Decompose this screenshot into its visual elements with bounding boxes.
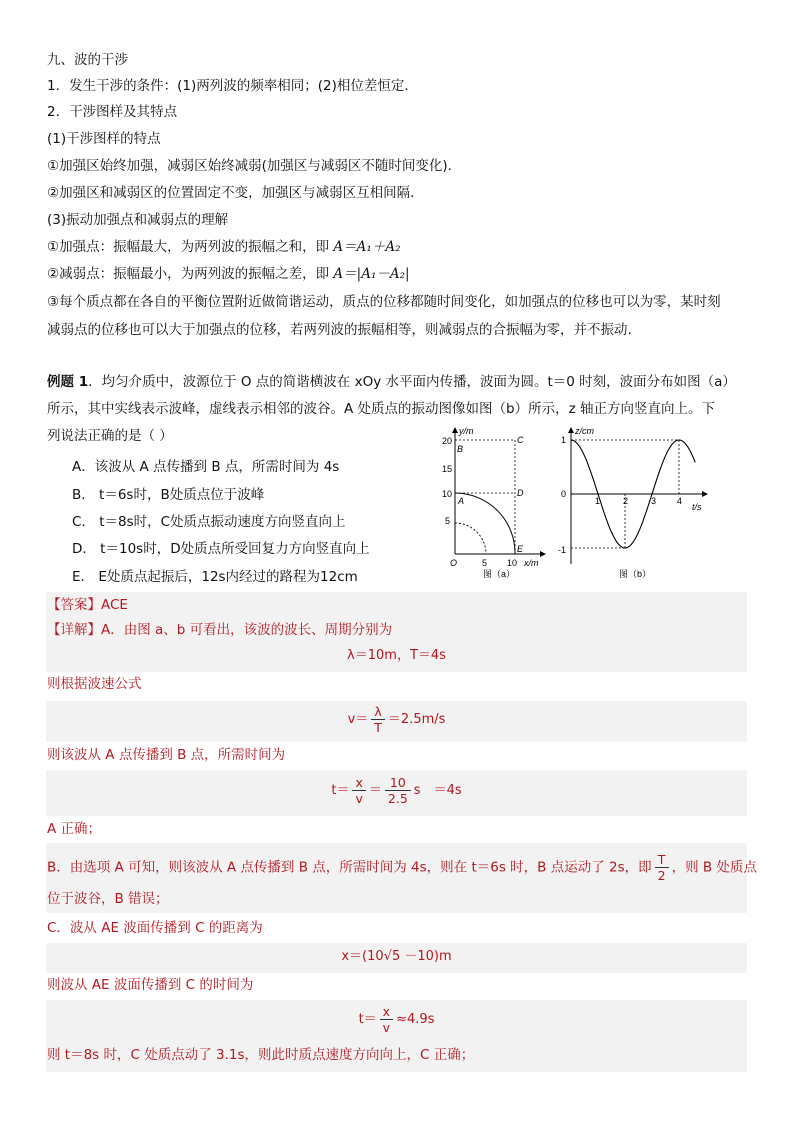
t-tick-label: 1 <box>595 496 601 506</box>
answer-line <box>47 595 128 615</box>
equation-1: λ＝10m，T＝4s <box>347 648 446 663</box>
text-line: ①加强区始终加强，减弱区始终减弱(加强区与减弱区不随时间变化)． <box>47 158 462 174</box>
detail-line: 位于波谷，B 错误； <box>47 891 169 907</box>
figure-b <box>557 424 717 584</box>
text-span: A．由图 a、b 可看出，该波的波长、周期分别为 <box>101 622 393 638</box>
t-tick-label: 4 <box>677 496 683 506</box>
detail-line: A 正确； <box>47 821 102 837</box>
text-line: 2．干涉图样及其特点 <box>47 104 178 120</box>
text-span: ①加强点：振幅最大，为两列波的振幅之和，即 <box>47 239 334 255</box>
detail-line: 则 t＝8s 时，C 处质点动了 3.1s，则此时质点速度方向向上，C 正确； <box>47 1047 475 1063</box>
figure-caption: 图（a） <box>483 569 516 579</box>
x-tick-label: 5 <box>482 558 488 568</box>
fraction-numerator: T <box>655 852 669 868</box>
equation-3 <box>46 775 747 806</box>
text-span: ＝ <box>368 783 382 798</box>
fraction-numerator: 10 <box>385 775 411 791</box>
z-tick-label: -1 <box>558 545 567 555</box>
fraction <box>385 775 411 806</box>
text-span: t＝ <box>331 783 350 798</box>
point-a-label: A <box>458 496 465 506</box>
wave-trough-arc <box>455 523 486 554</box>
option-b: B． t＝6s时，B处质点位于波峰 <box>72 487 265 503</box>
option-d: D． t＝10s时，D处质点所受回复力方向竖直向上 <box>72 541 370 557</box>
y-tick-label: 15 <box>442 464 453 474</box>
option-c: C． t＝8s时，C处质点振动速度方向竖直向上 <box>72 514 346 530</box>
y-tick-label: 5 <box>445 516 451 526</box>
z-tick-label: 1 <box>561 435 567 445</box>
fraction-denominator: 2 <box>657 868 666 883</box>
fraction <box>371 704 385 735</box>
z-tick-label: 0 <box>561 489 567 499</box>
equation-4: x＝(10√5 －10)m <box>341 949 452 964</box>
option-e: E． E处质点起振后，12s内经过的路程为12cm <box>72 569 358 585</box>
y-axis-label: y/m <box>459 426 474 436</box>
fraction-denominator: T <box>374 720 382 735</box>
fraction-denominator: v <box>382 1020 391 1035</box>
t-tick-label: 2 <box>623 496 629 506</box>
detail-line: 则根据波速公式 <box>47 676 142 692</box>
text-span: ≈4.9s <box>396 1012 435 1027</box>
detail-line <box>47 620 392 640</box>
example-line <box>47 372 736 392</box>
section-title: 九、波的干涉 <box>47 52 128 68</box>
fraction-numerator: x <box>380 1004 393 1020</box>
example-line: 列说法正确的是（ ） <box>47 428 173 444</box>
detail-line: 则波从 AE 波面传播到 C 的时间为 <box>47 977 254 993</box>
text-line: (1)干涉图样的特点 <box>47 131 161 147</box>
fraction <box>655 852 669 883</box>
fraction-denominator: 2.5 <box>387 791 408 806</box>
t-axis-label: t/s <box>692 502 702 512</box>
text-line <box>47 264 410 284</box>
option-a: A．该波从 A 点传播到 B 点，所需时间为 4s <box>72 459 340 475</box>
equation-5 <box>46 1004 747 1035</box>
text-span: v＝ <box>347 712 369 727</box>
y-tick-label: 20 <box>442 436 453 446</box>
fraction-numerator: x <box>352 775 365 791</box>
text-line: 减弱点的位移也可以大于加强点的位移，若两列波的振幅相等，则减弱点的合振幅为零，并不振动． <box>47 322 641 338</box>
figure-a <box>440 424 550 584</box>
point-b-label: B <box>457 444 464 454</box>
example-label: 例题 1 <box>47 374 89 390</box>
origin-label: O <box>450 558 458 568</box>
z-axis-label: z/cm <box>575 426 594 436</box>
fraction <box>352 775 365 806</box>
point-d-label: D <box>517 488 524 498</box>
text-line: 1．发生干涉的条件：(1)两列波的频率相同；(2)相位差恒定． <box>47 78 418 94</box>
answer-label: 【答案】 <box>47 597 101 613</box>
y-tick-label: 10 <box>442 489 453 499</box>
text-line: ③每个质点都在各自的平衡位置附近做简谐运动，质点的位移都随时间变化，如加强点的位移也可以为零，某时刻 <box>47 294 721 310</box>
text-line <box>47 237 400 257</box>
example-line: 所示，其中实线表示波峰，虚线表示相邻的波谷。A 处质点的振动图像如图（b）所示，z 轴正方向竖直向上。下 <box>47 401 715 417</box>
point-e-label: E <box>517 544 524 554</box>
fraction <box>380 1004 393 1035</box>
fraction-numerator: λ <box>371 704 385 720</box>
text-line: ②加强区和减弱区的位置固定不变，加强区与减弱区互相间隔． <box>47 185 424 201</box>
formula: A＝|A₁－A₂| <box>333 266 410 282</box>
detail-label: 【详解】 <box>47 622 101 638</box>
formula: A＝A₁＋A₂ <box>333 239 401 255</box>
text-span: ，则 B 处质点 <box>671 859 757 876</box>
text-span: B．由选项 A 可知，则该波从 A 点传播到 B 点，所需时间为 4s，则在 t＝6s 时，B 点运动了 2s，即 <box>47 859 652 876</box>
fraction-denominator: v <box>355 791 363 806</box>
text-line: (3)振动加强点和减弱点的理解 <box>47 212 229 228</box>
equation-2 <box>46 704 747 735</box>
text-span: ②减弱点：振幅最小，为两列波的振幅之差，即 <box>47 266 334 282</box>
x-axis-label: x/m <box>524 558 539 568</box>
text-span: t＝ <box>358 1012 377 1027</box>
text-span: ＝2.5m/s <box>387 712 446 727</box>
x-tick-label: 10 <box>507 558 518 568</box>
detail-line: 则该波从 A 点传播到 B 点，所需时间为 <box>47 747 286 763</box>
text-span: s ＝4s <box>413 783 462 798</box>
detail-line: C．波从 AE 波面传播到 C 的距离为 <box>47 920 263 936</box>
detail-line <box>47 852 757 883</box>
answer-value: ACE <box>101 597 128 613</box>
figure-caption: 图（b） <box>619 569 652 579</box>
t-tick-label: 3 <box>651 496 657 506</box>
text-span: ．均匀介质中，波源位于 O 点的简谐横波在 xOy 水平面内传播，波面为圆。t＝0 时刻，波面分布如图（a） <box>88 374 736 390</box>
point-c-label: C <box>517 435 524 445</box>
